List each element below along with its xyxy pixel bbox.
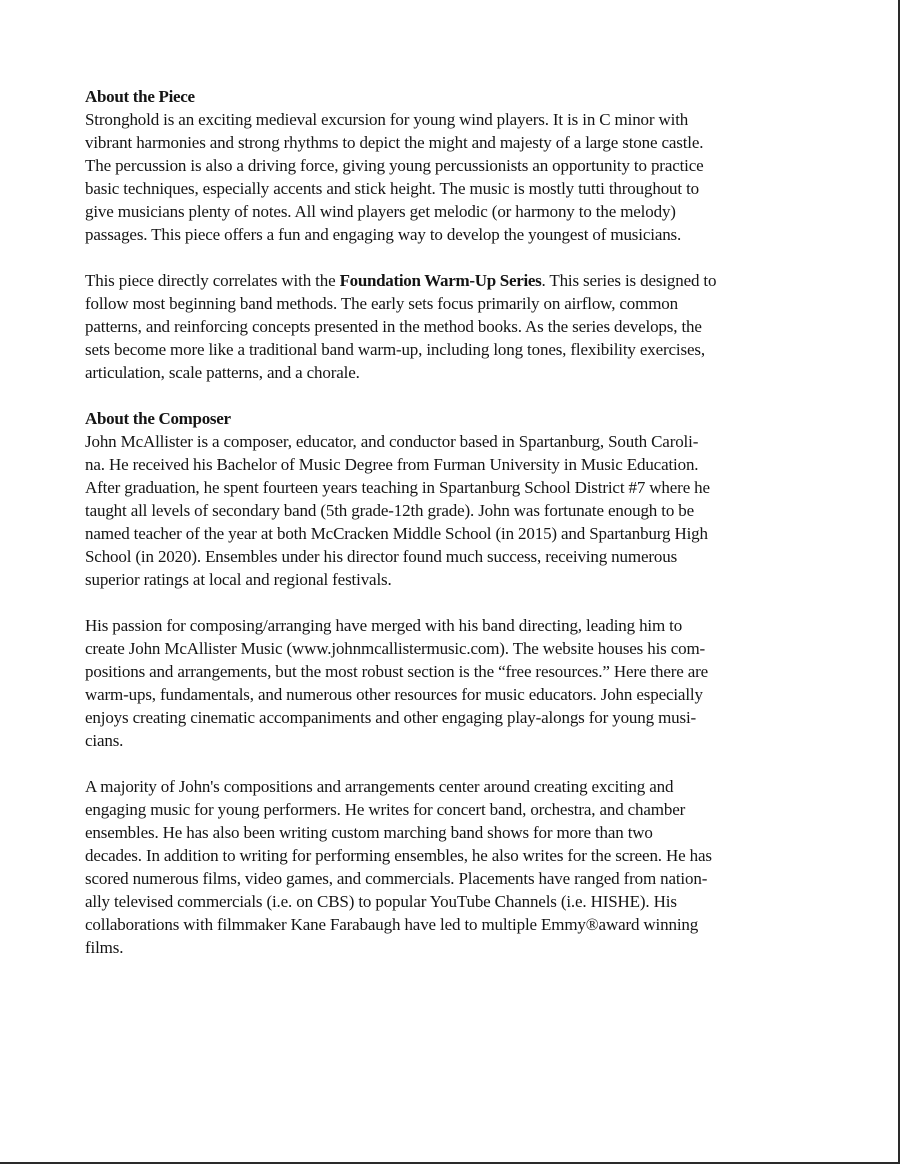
text-line: A majority of John's compositions and arrangements center around creating exciting and xyxy=(85,777,674,796)
text-line: decades. In addition to writing for performing ensembles, he also writes for the screen. He has xyxy=(85,846,712,865)
page-content xyxy=(85,85,820,959)
text-line: give musicians plenty of notes. All wind players get melodic (or harmony to the melody) xyxy=(85,202,676,221)
text-line: John McAllister is a composer, educator, and conductor based in Spartanburg, South Caroli- xyxy=(85,432,699,451)
text-line: create John McAllister Music (www.johnmcallistermusic.com). The website houses his com- xyxy=(85,639,706,658)
about-composer-paragraph-2 xyxy=(85,614,820,752)
text-line: patterns, and reinforcing concepts presented in the method books. As the series develops, the xyxy=(85,317,702,336)
text-line: collaborations with filmmaker Kane Farabaugh have led to multiple Emmy®award winning xyxy=(85,915,699,934)
text-line: films. xyxy=(85,938,124,957)
text-line: articulation, scale patterns, and a chorale. xyxy=(85,363,360,382)
text-line: ally televised commercials (i.e. on CBS) to popular YouTube Channels (i.e. HISHE). His xyxy=(85,892,677,911)
text-run: This piece directly correlates with the xyxy=(85,271,340,290)
text-line: sets become more like a traditional band warm-up, including long tones, flexibility exercises, xyxy=(85,340,705,359)
about-composer-heading: About the Composer xyxy=(85,409,231,428)
text-line: The percussion is also a driving force, giving young percussionists an opportunity to practice xyxy=(85,156,704,175)
series-title-bold: Foundation Warm-Up Series xyxy=(339,271,542,290)
text-line: named teacher of the year at both McCracken Middle School (in 2015) and Spartanburg High xyxy=(85,524,708,543)
text-line: taught all levels of secondary band (5th grade-12th grade). John was fortunate enough to be xyxy=(85,501,695,520)
text-line: His passion for composing/arranging have merged with his band directing, leading him to xyxy=(85,616,683,635)
about-composer-paragraph-1 xyxy=(85,430,820,591)
about-composer-paragraph-3 xyxy=(85,775,820,959)
text-line: passages. This piece offers a fun and engaging way to develop the youngest of musicians. xyxy=(85,225,682,244)
text-line: positions and arrangements, but the most robust section is the “free resources.” Here there are xyxy=(85,662,709,681)
about-piece-paragraph-2 xyxy=(85,269,820,384)
text-line: basic techniques, especially accents and stick height. The music is mostly tutti throughout to xyxy=(85,179,699,198)
text-line: Stronghold is an exciting medieval excursion for young wind players. It is in C minor with xyxy=(85,110,689,129)
text-line: ensembles. He has also been writing custom marching band shows for more than two xyxy=(85,823,653,842)
text-line: scored numerous films, video games, and commercials. Placements have ranged from nation- xyxy=(85,869,708,888)
text-line: After graduation, he spent fourteen years teaching in Spartanburg School District #7 where he xyxy=(85,478,710,497)
text-line: warm-ups, fundamentals, and numerous other resources for music educators. John especially xyxy=(85,685,703,704)
text-run: . This series is designed to xyxy=(541,271,717,290)
text-line: superior ratings at local and regional festivals. xyxy=(85,570,392,589)
text-line: follow most beginning band methods. The early sets focus primarily on airflow, common xyxy=(85,294,678,313)
about-piece-paragraph-1 xyxy=(85,108,820,246)
text-line: enjoys creating cinematic accompaniments and other engaging play-alongs for young musi- xyxy=(85,708,697,727)
text-line: vibrant harmonies and strong rhythms to depict the might and majesty of a large stone castle. xyxy=(85,133,704,152)
text-line: School (in 2020). Ensembles under his director found much success, receiving numerous xyxy=(85,547,678,566)
text-line: na. He received his Bachelor of Music Degree from Furman University in Music Education. xyxy=(85,455,699,474)
text-line xyxy=(85,269,820,292)
text-line: engaging music for young performers. He writes for concert band, orchestra, and chamber xyxy=(85,800,686,819)
text-line: cians. xyxy=(85,731,124,750)
about-piece-heading: About the Piece xyxy=(85,87,195,106)
